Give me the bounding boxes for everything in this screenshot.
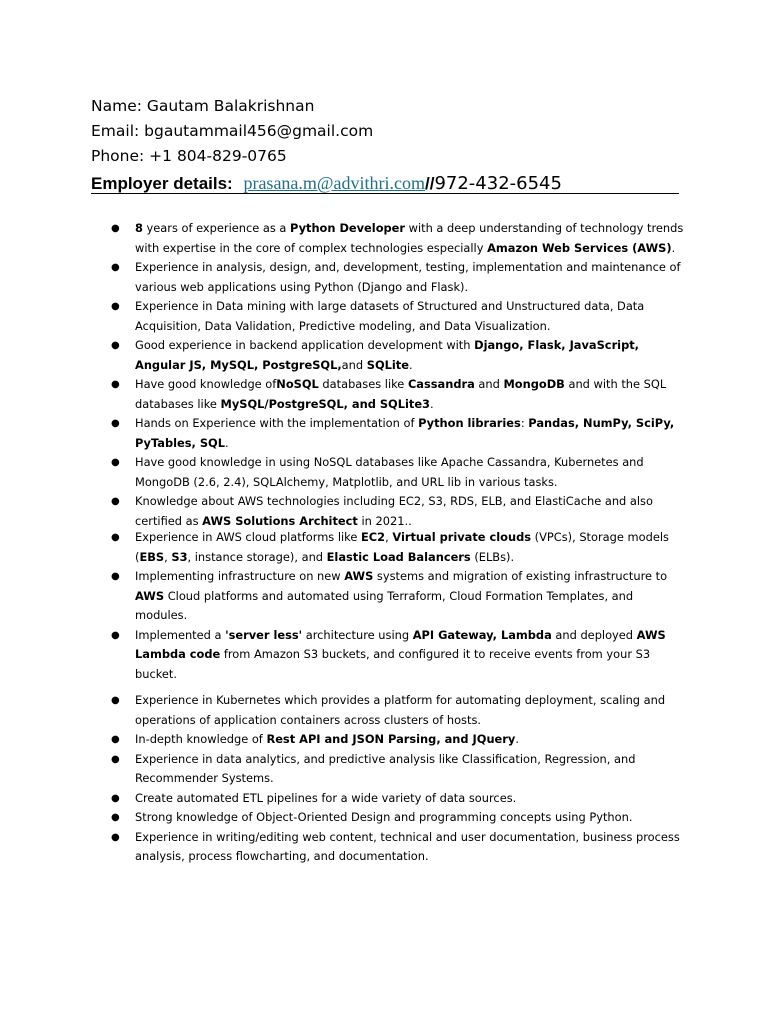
bullet-item <box>111 219 686 258</box>
bullet-text: , instance storage), and <box>187 549 327 564</box>
bullet-bold-text: S3 <box>171 549 188 564</box>
bullet-text: Hands on Experience with the implementation of <box>135 416 419 430</box>
experience-bullet-list <box>111 219 686 867</box>
bullet-text: years of experience as a <box>142 221 291 235</box>
bullet-text: Create automated ETL pipelines for a wide variety of data sources. <box>135 790 517 805</box>
bullet-text: Knowledge about AWS technologies including EC2, S3, RDS, ELB, and ElastiCache and also certified as <box>135 494 653 528</box>
bullet-item <box>111 567 686 626</box>
bullet-dot-icon: ● <box>111 629 120 641</box>
bullet-bold-text: MySQL/PostgreSQL, and SQLite3 <box>220 396 430 411</box>
bullet-item <box>111 750 686 789</box>
bullet-text: . <box>671 240 676 255</box>
bullet-dot-icon: ● <box>111 532 120 543</box>
bullet-dot-icon: ● <box>111 571 120 582</box>
bullet-text: and deployed <box>551 627 637 642</box>
bullet-text: Have good knowledge in using NoSQL databases like Apache Cassandra, Kubernetes and MongoDB (2.6, 2.4), SQLAlchemy, Matplotlib, and URL lib in various tasks. <box>135 455 644 489</box>
bullet-text: Implementing infrastructure on new <box>135 569 345 583</box>
bullet-bold-text: Elastic Load Balancers <box>326 549 471 564</box>
bullet-item <box>111 789 686 809</box>
bullet-dot-icon: ● <box>111 753 120 765</box>
bullet-text: architecture using <box>302 627 413 642</box>
bullet-dot-icon: ● <box>111 379 120 390</box>
bullet-text: . <box>429 396 434 411</box>
bullet-item <box>111 453 686 492</box>
bullet-bold-text: AWS Solutions Architect <box>202 513 358 528</box>
bullet-text: Cloud platforms and automated using Terraform, Cloud Formation Templates, and modules. <box>135 588 634 622</box>
bullet-text: Strong knowledge of Object-Oriented Design and programming concepts using Python. <box>135 810 633 824</box>
bullet-dot-icon: ● <box>111 695 120 706</box>
bullet-bold-text: API Gateway, Lambda <box>412 627 552 642</box>
bullet-dot-icon: ● <box>111 457 120 468</box>
bullet-text: , <box>385 530 393 544</box>
bullet-text: from Amazon S3 buckets, and configured it to receive events from your S3 bucket. <box>135 647 651 681</box>
bullet-text: Experience in Data mining with large datasets of Structured and Unstructured data, Data Acquisition, Data Validation, Predictive modeling, and Data Visualization. <box>135 299 645 333</box>
bullet-text: and <box>341 357 367 372</box>
bullet-bold-text: Python Developer <box>290 221 406 235</box>
bullet-dot-icon: ● <box>111 301 120 312</box>
bullet-text: , <box>164 549 172 564</box>
bullet-dot-icon: ● <box>111 340 120 351</box>
bullet-text: Experience in analysis, design, and, development, testing, implementation and maintenance of various web applications using Python (Django and Flask). <box>135 260 681 294</box>
bullet-bold-text: EC2 <box>361 530 386 544</box>
bullet-bold-text: AWS <box>135 588 165 603</box>
contact-header <box>91 94 679 196</box>
bullet-dot-icon: ● <box>111 262 120 273</box>
bullet-text: Experience in Kubernetes which provides a platform for automating deployment, scaling and operations of application containers across clusters of hosts. <box>135 693 666 727</box>
bullet-dot-icon: ● <box>111 831 120 843</box>
bullet-text: Have good knowledge of <box>135 377 277 391</box>
bullet-text: In-depth knowledge of <box>135 732 267 746</box>
bullet-text: : <box>520 416 529 430</box>
bullet-item <box>111 828 686 867</box>
bullet-bold-text: Python libraries <box>418 416 521 430</box>
bullet-item <box>111 336 686 375</box>
bullet-item <box>111 414 686 453</box>
bullet-text: and with the SQL databases like <box>135 377 667 411</box>
bullet-dot-icon: ● <box>111 812 120 823</box>
bullet-text: Implemented a <box>135 627 226 642</box>
bullet-bold-text: MongoDB <box>503 377 565 391</box>
bullet-item <box>111 375 686 414</box>
bullet-bold-text: 8 <box>135 221 143 235</box>
bullet-bold-text: NoSQL <box>276 377 319 391</box>
bullet-text: systems and migration of existing infrastructure to <box>373 569 668 583</box>
bullet-text: (VPCs), Storage models ( <box>135 530 669 564</box>
bullet-item <box>111 297 686 336</box>
bullet-text: Good experience in backend application development with <box>135 338 475 352</box>
bullet-item <box>111 730 686 750</box>
bullet-text: and <box>474 377 504 391</box>
bullet-bold-text: Rest API and JSON Parsing, and JQuery <box>266 732 516 746</box>
bullet-dot-icon: ● <box>111 734 120 745</box>
bullet-item <box>111 258 686 297</box>
bullet-text: Experience in writing/editing web content, technical and user documentation, business process analysis, process flowcharting, and documentation. <box>135 829 680 863</box>
bullet-item <box>111 808 686 828</box>
name-line: Name: Gautam Balakrishnan <box>91 97 315 115</box>
bullet-item <box>111 691 686 730</box>
bullet-text: with a deep understanding of technology trends with expertise in the core of complex technologies especially <box>135 221 684 255</box>
bullet-text: . <box>515 732 519 746</box>
bullet-bold-text: 'server less' <box>225 627 303 642</box>
bullet-dot-icon: ● <box>111 418 120 429</box>
bullet-dot-icon: ● <box>111 496 120 507</box>
bullet-bold-text: AWS Lambda code <box>135 627 666 661</box>
bullet-text: . <box>408 357 413 372</box>
bullet-bold-text: Cassandra <box>407 377 475 391</box>
phone-line: Phone: +1 804-829-0765 <box>91 147 287 165</box>
bullet-text: in 2021.. <box>357 513 412 528</box>
bullet-text: . <box>224 435 229 450</box>
bullet-bold-text: Django, Flask, JavaScript, Angular JS, MySQL, PostgreSQL, <box>135 338 640 372</box>
email-line: Email: bgautammail456@gmail.com <box>91 122 374 140</box>
employer-details-label: Employer details: <box>91 174 233 193</box>
bullet-bold-text: Pandas, NumPy, SciPy, PyTables, SQL <box>135 416 675 450</box>
bullet-text: Experience in AWS cloud platforms like <box>135 530 361 544</box>
bullet-bold-text: EBS <box>139 549 165 564</box>
bullet-bold-text: Amazon Web Services (AWS) <box>487 240 672 255</box>
bullet-bold-text: AWS <box>344 569 374 583</box>
employer-separator: // <box>424 174 435 193</box>
bullet-item <box>111 626 686 685</box>
bullet-dot-icon: ● <box>111 223 120 234</box>
bullet-text: databases like <box>318 377 408 391</box>
bullet-text: (ELBs). <box>470 549 515 564</box>
bullet-dot-icon: ● <box>111 792 120 804</box>
bullet-item <box>111 528 686 567</box>
bullet-text: Experience in data analytics, and predictive analysis like Classification, Regression, and Recommender Systems. <box>135 751 636 785</box>
employer-email-link[interactable]: prasana.m@advithri.com <box>243 173 425 193</box>
bullet-item <box>111 492 686 531</box>
bullet-bold-text: Virtual private clouds <box>392 530 532 544</box>
employer-phone: 972-432-6545 <box>434 173 562 194</box>
header-divider <box>91 193 679 194</box>
bullet-bold-text: SQLite <box>366 357 409 372</box>
